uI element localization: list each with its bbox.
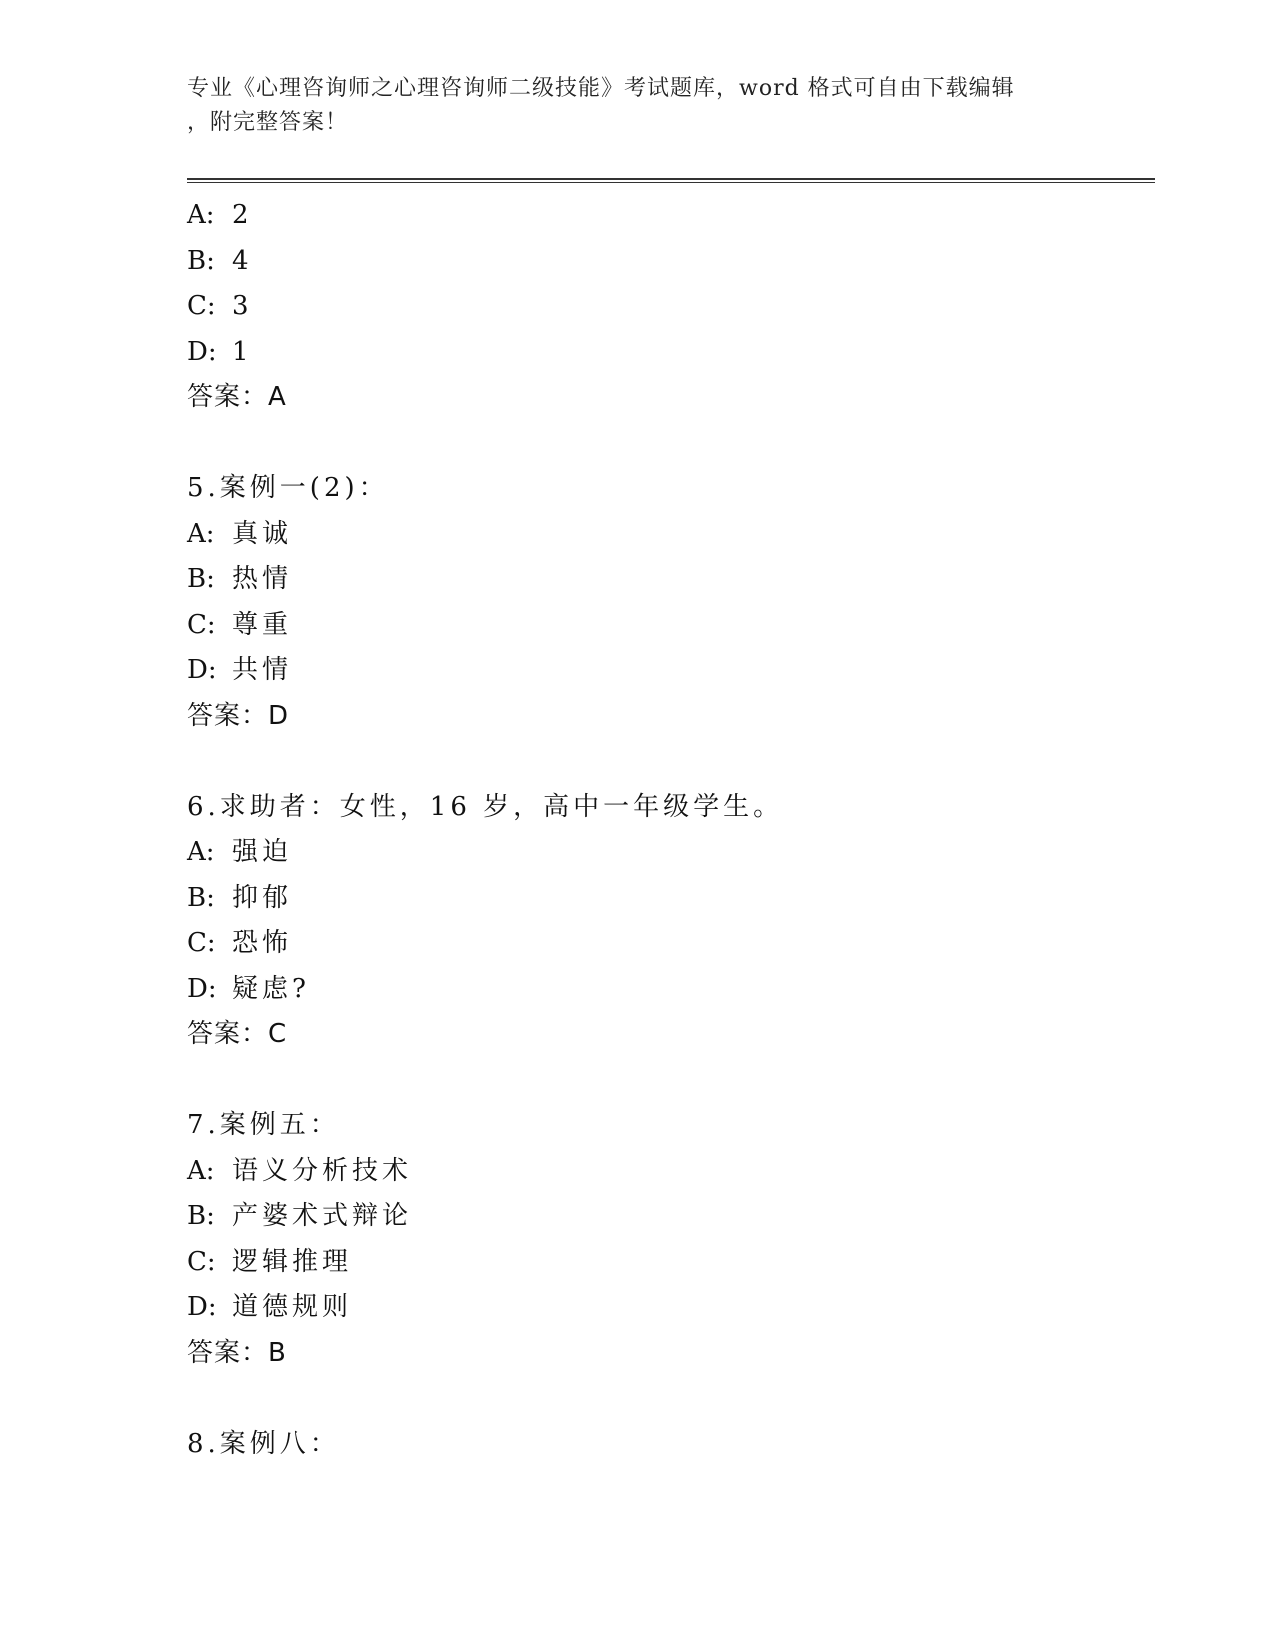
question-4-option-b	[187, 239, 1155, 285]
option-text: 真诚	[232, 518, 293, 549]
question-8	[187, 1422, 1155, 1468]
question-4-answer: 答案：A	[187, 382, 287, 412]
option-letter: A:	[187, 200, 215, 230]
option-text: 强迫	[232, 837, 293, 867]
option-text: 3	[232, 291, 253, 321]
option-text: 2	[232, 200, 253, 230]
option-letter: A:	[187, 837, 215, 867]
question-6-stem: 6.求助者：女性，16 岁，高中一年级学生。	[187, 791, 784, 822]
option-text: 热情	[232, 564, 293, 594]
question-7-option-a	[187, 1149, 1155, 1195]
question-5-stem: 5.案例一(2)：	[187, 473, 389, 503]
question-7-option-c	[187, 1240, 1155, 1286]
option-letter: D:	[187, 336, 217, 367]
option-text: 4	[232, 245, 253, 276]
option-letter: C:	[187, 291, 216, 321]
question-5-answer: 答案：D	[187, 700, 290, 731]
spacer	[187, 1376, 1155, 1422]
option-text: 疑虑?	[232, 973, 310, 1004]
question-6-answer: 答案：C	[187, 1019, 288, 1049]
option-letter: B:	[187, 245, 215, 276]
question-5-option-a	[187, 512, 1155, 558]
question-7-stem: 7.案例五：	[187, 1110, 340, 1140]
option-text: 道德规则	[232, 1292, 353, 1322]
option-letter: D:	[187, 1292, 217, 1322]
question-5-option-d	[187, 648, 1155, 694]
question-7-answer: 答案：B	[187, 1337, 287, 1368]
option-text: 尊重	[232, 609, 293, 640]
header-line-2: ，附完整答案！	[187, 110, 349, 135]
option-letter: C:	[187, 609, 216, 640]
question-6-option-c	[187, 921, 1155, 967]
question-list	[187, 193, 1155, 1467]
option-text: 语义分析技术	[232, 1155, 413, 1186]
option-letter: B:	[187, 1201, 215, 1231]
option-text: 产婆术式辩论	[232, 1201, 413, 1231]
option-letter: B:	[187, 882, 215, 913]
question-4-option-d	[187, 330, 1155, 376]
option-text: 恐怖	[232, 928, 293, 958]
question-7	[187, 1103, 1155, 1376]
question-4-option-a	[187, 193, 1155, 239]
option-letter: B:	[187, 564, 215, 594]
spacer	[187, 1058, 1155, 1104]
spacer	[187, 739, 1155, 785]
question-5-option-c	[187, 603, 1155, 649]
question-4	[187, 193, 1155, 421]
option-letter: A:	[187, 1155, 215, 1186]
option-text: 逻辑推理	[232, 1246, 353, 1277]
spacer	[187, 421, 1155, 467]
header-divider	[187, 178, 1155, 183]
question-7-option-b	[187, 1194, 1155, 1240]
option-letter: A:	[187, 518, 215, 549]
question-7-option-d	[187, 1285, 1155, 1331]
question-6	[187, 785, 1155, 1058]
option-letter: D:	[187, 973, 217, 1004]
option-text: 1	[232, 336, 253, 367]
question-6-option-b	[187, 876, 1155, 922]
question-5	[187, 466, 1155, 739]
question-6-option-d	[187, 967, 1155, 1013]
option-text: 抑郁	[232, 882, 293, 913]
option-letter: D:	[187, 655, 217, 685]
option-letter: C:	[187, 928, 216, 958]
question-8-stem: 8.案例八：	[187, 1428, 340, 1459]
header-line-1: 专业《心理咨询师之心理咨询师二级技能》考试题库，word 格式可自由下载编辑	[187, 76, 1015, 101]
option-text: 共情	[232, 655, 293, 685]
question-4-option-c	[187, 284, 1155, 330]
question-5-option-b	[187, 557, 1155, 603]
option-letter: C:	[187, 1246, 216, 1277]
document-header	[187, 72, 1087, 140]
question-6-option-a	[187, 830, 1155, 876]
